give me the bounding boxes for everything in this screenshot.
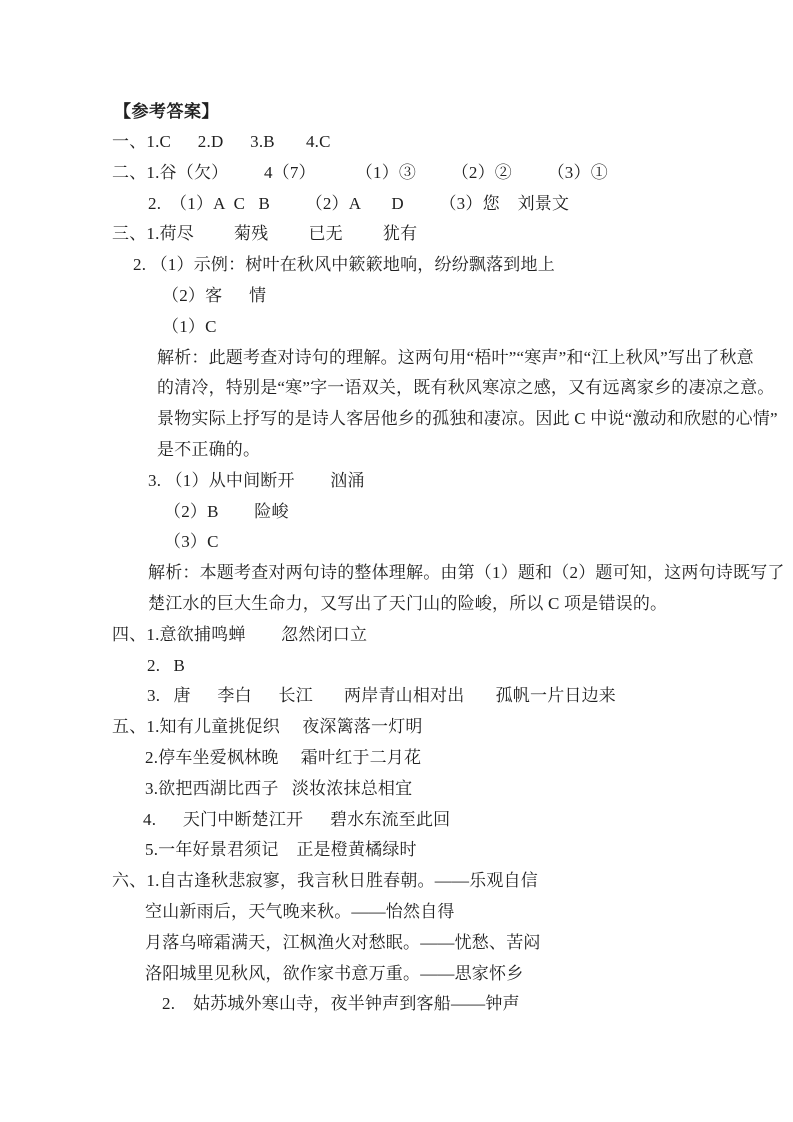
page-title: 【参考答案】 bbox=[114, 102, 219, 121]
answer-line: 2. B bbox=[147, 655, 186, 675]
answer-line: 二、1.谷（欠） 4（7） （1）③ （2）② （3）① bbox=[112, 162, 608, 182]
answer-line: （2）B 险峻 bbox=[164, 501, 289, 521]
answer-line: 3. （1）从中间断开 汹涌 bbox=[148, 470, 365, 490]
answer-line: 洛阳城里见秋风，欲作家书意万重。——思家怀乡 bbox=[145, 963, 524, 983]
answer-line: 月落乌啼霜满天，江枫渔火对愁眠。——忧愁、苦闷 bbox=[145, 932, 541, 952]
answer-line: 2.停车坐爱枫林晚 霜叶红于二月花 bbox=[145, 747, 422, 767]
answer-line: 的清冷，特别是“寒”字一语双关，既有秋风寒凉之感，又有远离家乡的凄凉之意。 bbox=[157, 378, 775, 398]
answer-line: （1）C bbox=[162, 316, 217, 336]
answer-line: 景物实际上抒写的是诗人客居他乡的孤独和凄凉。因此 C 中说“激动和欣慰的心情” bbox=[157, 409, 778, 429]
answer-line: 是不正确的。 bbox=[157, 439, 261, 459]
answer-lines bbox=[112, 127, 785, 1020]
answer-line: （3）C bbox=[164, 532, 219, 552]
answer-line: （2）客 情 bbox=[162, 285, 267, 305]
answer-line: 三、1.荷尽 菊残 已无 犹有 bbox=[112, 224, 418, 244]
answer-line: 2. （1）A C B （2）A D （3）您 刘景文 bbox=[148, 193, 570, 213]
answer-line: 空山新雨后，天气晚来秋。——怡然自得 bbox=[145, 901, 455, 921]
answer-line: 2. （1）示例：树叶在秋风中簌簌地响，纷纷飘落到地上 bbox=[133, 255, 555, 275]
answer-line: 3. 唐 李白 长江 两岸青山相对出 孤帆一片日边来 bbox=[147, 686, 616, 706]
answer-line: 4. 天门中断楚江开 碧水东流至此回 bbox=[143, 809, 451, 829]
answer-line: 一、1.C 2.D 3.B 4.C bbox=[112, 132, 331, 151]
answer-line: 六、1.自古逢秋悲寂寥，我言秋日胜春朝。——乐观自信 bbox=[112, 871, 538, 891]
answer-line: 五、1.知有儿童挑促织 夜深篱落一灯明 bbox=[112, 717, 423, 737]
answer-line: 四、1.意欲捕鸣蝉 忽然闭口立 bbox=[112, 624, 368, 644]
answer-line: 5.一年好景君须记 正是橙黄橘绿时 bbox=[145, 840, 417, 860]
answer-line: 2. 姑苏城外寒山寺，夜半钟声到客船——钟声 bbox=[162, 994, 520, 1014]
answer-line: 3.欲把西湖比西子 淡妆浓抹总相宜 bbox=[145, 778, 413, 798]
answer-line: 楚江水的巨大生命力，又写出了天门山的险峻，所以 C 项是错误的。 bbox=[148, 593, 668, 613]
answer-line: 解析：此题考查对诗句的理解。这两句用“梧叶”“寒声”和“江上秋风”写出了秋意 bbox=[157, 347, 754, 367]
answer-line: 解析：本题考查对两句诗的整体理解。由第（1）题和（2）题可知，这两句诗既写了 bbox=[148, 563, 785, 583]
